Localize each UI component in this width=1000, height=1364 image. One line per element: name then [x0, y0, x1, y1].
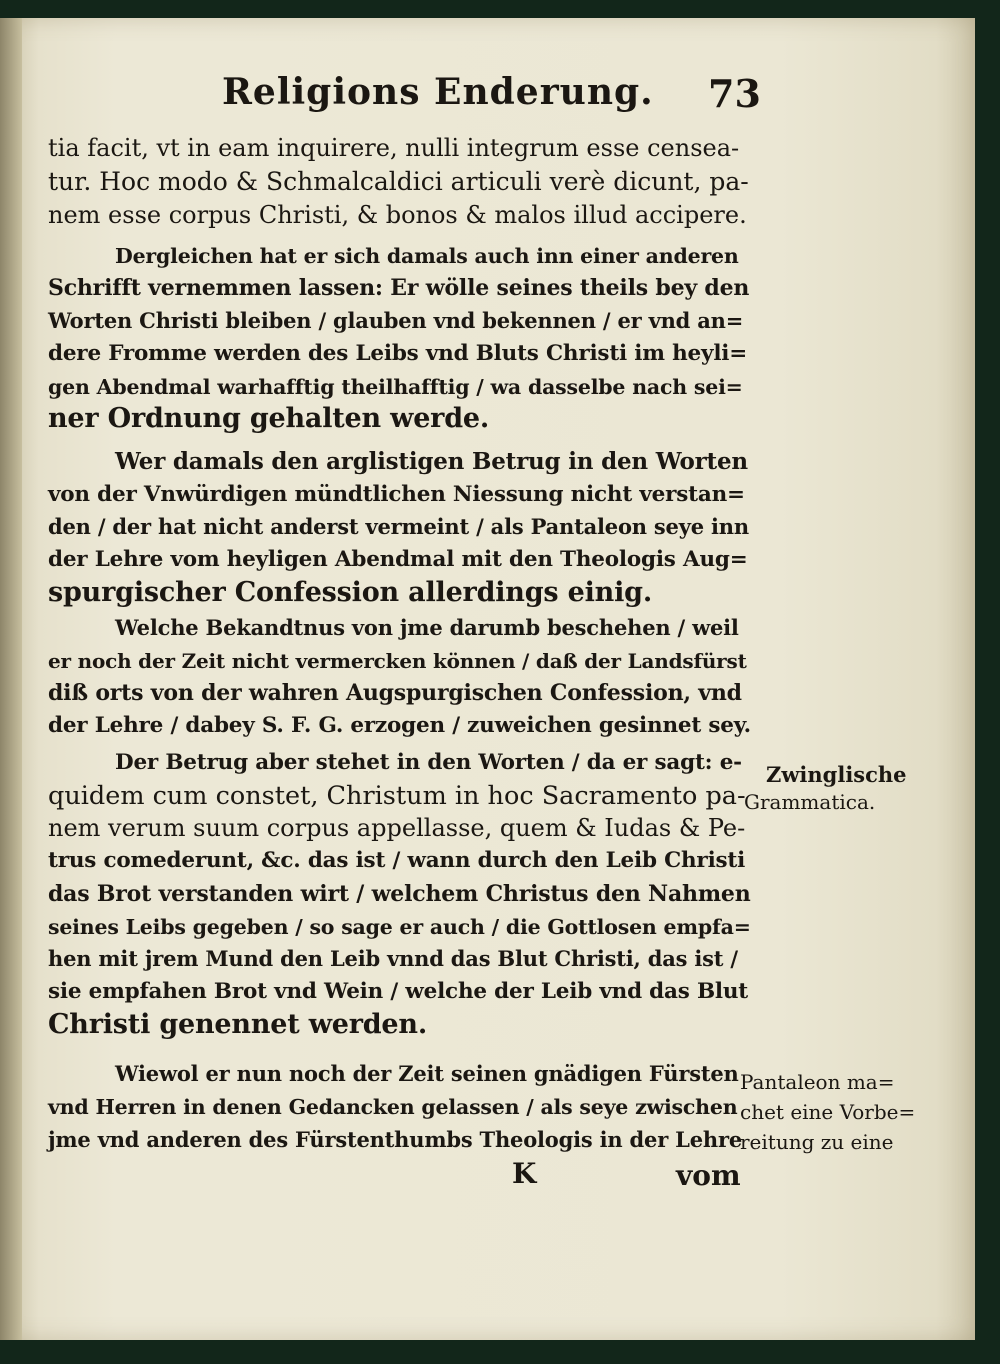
text-line: Schrifft vernemmen lassen: Er wölle seines theils bey den — [48, 275, 750, 301]
text-line: Wiewol er nun noch der Zeit seinen gnädigen Fürsten — [115, 1061, 739, 1086]
text-line: Der Betrug aber stehet in den Worten / da er sagt: e- — [115, 750, 742, 775]
running-title: Religions Enderung. — [222, 71, 654, 113]
text-line: der Lehre vom heyligen Abendmal mit den Theologis Aug= — [48, 547, 748, 572]
text-line: nem verum suum corpus appellasse, quem & Iudas & Pe- — [48, 814, 746, 842]
text-line: spurgischer Confession allerdings einig. — [48, 577, 653, 608]
text-line: er noch der Zeit nicht vermercken können / daß der Landsfürst — [48, 649, 747, 673]
text-line: seines Leibs gegeben / so sage er auch / die Gottlosen empfa= — [48, 915, 751, 939]
page-number: 73 — [708, 71, 761, 116]
marginal-note-line: Grammatica. — [744, 790, 876, 814]
text-line: ner Ordnung gehalten werde. — [48, 403, 490, 434]
text-line: jme vnd anderen des Fürstenthumbs Theologis in der Lehre — [48, 1127, 742, 1152]
text-line: vnd Herren in denen Gedancken gelassen / als seye zwischen — [48, 1095, 738, 1119]
marginal-note-line: Pantaleon ma= — [740, 1070, 895, 1094]
text-line: Wer damals den arglistigen Betrug in den Worten — [115, 448, 748, 475]
text-line: das Brot verstanden wirt / welchem Christus den Nahmen — [48, 881, 751, 907]
text-line: Worten Christi bleiben / glauben vnd bekennen / er vnd an= — [48, 308, 744, 333]
text-line: tia facit, vt in eam inquirere, nulli integrum esse censea- — [48, 134, 740, 162]
text-line: quidem cum constet, Christum in hoc Sacramento pa- — [48, 781, 746, 811]
marginal-note-line: Zwinglische — [766, 762, 907, 787]
marginal-note-line: reitung zu eine — [740, 1130, 894, 1154]
text-line: von der Vnwürdigen mündtlichen Niessung nicht verstan= — [48, 482, 745, 507]
text-line: nem esse corpus Christi, & bonos & malos illud accipere. — [48, 201, 747, 229]
text-line: den / der hat nicht anderst vermeint / als Pantaleon seye inn — [48, 514, 749, 539]
text-line: der Lehre / dabey S. F. G. erzogen / zuweichen gesinnet sey. — [48, 713, 751, 738]
text-line: dere Fromme werden des Leibs vnd Bluts Christi im heyli= — [48, 341, 748, 366]
text-line: diß orts von der wahren Augspurgischen Confession, vnd — [48, 680, 742, 706]
text-line: sie empfahen Brot vnd Wein / welche der Leib vnd das Blut — [48, 979, 749, 1004]
signature-mark: K — [512, 1157, 537, 1190]
marginal-note-line: chet eine Vorbe= — [740, 1100, 916, 1124]
text-line: Dergleichen hat er sich damals auch inn einer anderen — [115, 244, 739, 268]
text-line: tur. Hoc modo & Schmalcaldici articuli verè dicunt, pa- — [48, 167, 749, 196]
catchword: vom — [676, 1159, 741, 1192]
page-gutter — [0, 18, 22, 1340]
text-line: Christi genennet werden. — [48, 1009, 428, 1040]
text-line: gen Abendmal warhafftig theilhafftig / wa dasselbe nach sei= — [48, 375, 743, 399]
text-line: Welche Bekandtnus von jme darumb beschehen / weil — [115, 615, 739, 640]
text-line: hen mit jrem Mund den Leib vnnd das Blut Christi, das ist / — [48, 946, 738, 971]
text-line: trus comederunt, &c. das ist / wann durch den Leib Christi — [48, 848, 746, 873]
